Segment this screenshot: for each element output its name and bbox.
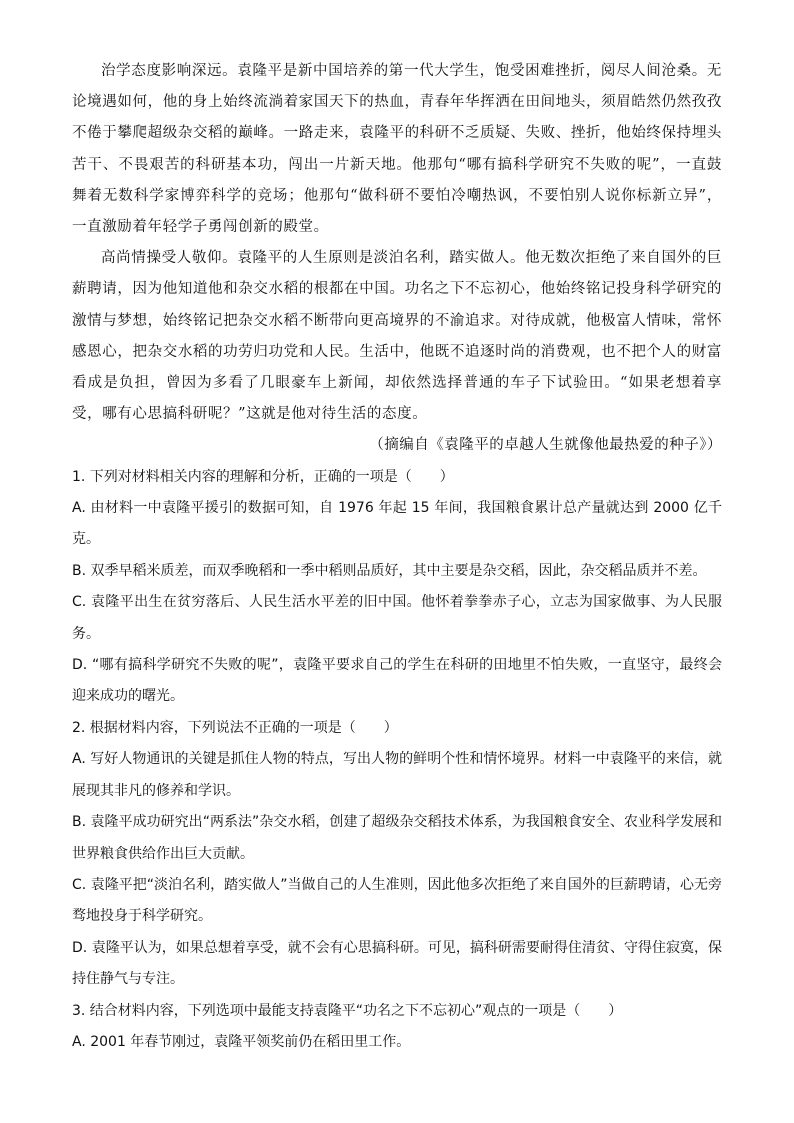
option-a: A. 由材料一中袁隆平援引的数据可知，自 1976 年起 15 年间，我国粮食累计总产量就达到 2000 亿千克。 — [72, 500, 722, 548]
reading-material — [72, 56, 722, 430]
question-stem: 1. 下列对材料相关内容的理解和分析，正确的一项是（ ） — [72, 468, 454, 485]
exam-page — [72, 56, 722, 1058]
material-source: （摘编自《袁隆平的卓越人生就像他最热爱的种子》） — [369, 437, 722, 454]
option-c: C. 袁隆平出生在贫穷落后、人民生活水平差的旧中国。他怀着拳拳赤子心，立志为国家做事、为人民服务。 — [72, 594, 722, 642]
material-paragraph-2: 高尚情操受人敬仰。袁隆平的人生原则是淡泊名利，踏实做人。他无数次拒绝了来自国外的巨薪聘请，因为他知道他和杂交水稻的根都在中国。功名之下不忘初心，他始终铭记投身科学研究的激情与梦想，始终铭记把杂交水稻不断带向更高境界的不渝追求。对待成就，他极富人情味，常怀感恩心，把杂交水稻的功劳归功党和人民。生活中，他既不追逐时尚的消费观，也不把个人的财富看成是负担，曾因为多看了几眼豪车上新闻，却依然选择普通的车子下试验田。“如果老想着享受，哪有心思搞科研呢？”这就是他对待生活的态度。 — [72, 250, 722, 423]
option-a: A. 2001 年春节刚过，袁隆平领奖前仍在稻田里工作。 — [72, 1033, 411, 1050]
option-b: B. 袁隆平成功研究出“两系法”杂交水稻，创建了超级杂交稻技术体系，为我国粮食安全、农业科学发展和世界粮食供给作出巨大贡献。 — [72, 814, 722, 862]
question-stem: 3. 结合材料内容，下列选项中最能支持袁隆平“功名之下不忘初心”观点的一项是（ ） — [72, 1002, 623, 1019]
option-d: D. 袁隆平认为，如果总想着享受，就不会有心思搞科研。可见，搞科研需要耐得住清贫、守得住寂寞，保持住静气与专注。 — [72, 939, 722, 988]
option-d: D. “哪有搞科学研究不失败的呢”，袁隆平要求自己的学生在科研的田地里不怕失败，一直坚守，最终会迎来成功的曙光。 — [72, 657, 722, 705]
option-b: B. 双季早稻米质差，而双季晚稻和一季中稻则品质好，其中主要是杂交稻，因此，杂交稻品质并不差。 — [72, 562, 707, 579]
question-block-2 — [72, 713, 722, 996]
question-stem: 2. 根据材料内容，下列说法不正确的一项是（ ） — [72, 719, 398, 736]
question-block-3 — [72, 996, 722, 1059]
option-a: A. 写好人物通讯的关键是抓住人物的特点，写出人物的鲜明个性和情怀境界。材料一中袁隆平的来信，就展现其非凡的修养和学识。 — [72, 751, 722, 799]
material-paragraph-1: 治学态度影响深远。袁隆平是新中国培养的第一代大学生，饱受困难挫折，阅尽人间沧桑。无论境遇如何，他的身上始终流淌着家国天下的热血，青春年华挥洒在田间地头，须眉皓然仍然孜孜不倦于攀爬超级杂交稻的巅峰。一路走来，袁隆平的科研不乏质疑、失败、挫折，他始终保持埋头苦干、不畏艰苦的科研基本功，闯出一片新天地。他那句“哪有搞科学研究不失败的呢”，一直鼓舞着无数科学家博弈科学的竞场；他那句“做科研不要怕冷嘲热讽，不要怕别人说你标新立异”，一直激励着年轻学子勇闯创新的殿堂。 — [72, 63, 722, 236]
option-c: C. 袁隆平把“淡泊名利，踏实做人”当做自己的人生准则，因此他多次拒绝了来自国外的巨薪聘请，心无旁骛地投身于科学研究。 — [72, 876, 722, 925]
question-block-1 — [72, 462, 722, 713]
